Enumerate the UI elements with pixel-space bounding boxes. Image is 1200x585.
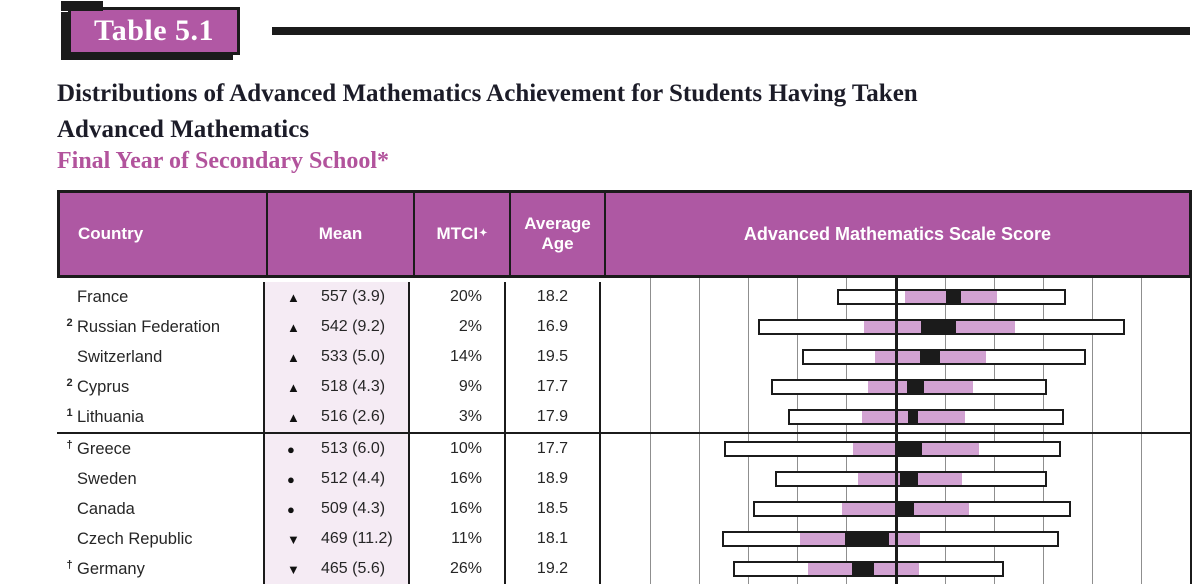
- percentile-segment-5-25: [777, 473, 858, 485]
- confidence-interval-segment: [907, 381, 924, 393]
- percentile-segment-ci-75: [924, 381, 973, 393]
- country-name: France: [77, 287, 129, 306]
- mean-value: 512 (4.4): [321, 470, 386, 487]
- percentile-bar: [758, 319, 1125, 335]
- mtci-superscript-icon: ✦: [479, 228, 488, 239]
- country-name: Germany: [77, 559, 145, 578]
- top-rule: [272, 27, 1190, 35]
- percentile-segment-75-95: [997, 291, 1065, 303]
- percentile-segment-25-ci: [853, 443, 898, 455]
- percentile-segment-ci-75: [940, 351, 986, 363]
- scale-score-chart-cell: [601, 494, 1190, 524]
- percentile-segment-75-95: [979, 443, 1059, 455]
- country-cell: [57, 282, 263, 312]
- percentile-bar: [837, 289, 1067, 305]
- page-title: [57, 76, 1177, 148]
- scale-score-chart-cell: [601, 282, 1190, 312]
- significance-symbol-icon: ▼: [287, 561, 300, 577]
- page-subtitle: Final Year of Secondary School*: [57, 148, 390, 174]
- mean-value: 465 (5.6): [321, 560, 386, 577]
- country-cell: [57, 342, 263, 372]
- header-mean: Mean: [266, 193, 413, 275]
- table-row: [57, 402, 1190, 432]
- significance-symbol-icon: ▲: [287, 409, 300, 425]
- mean-cell: [263, 554, 410, 584]
- confidence-interval-segment: [921, 321, 956, 333]
- significance-symbol-icon: ▲: [287, 379, 300, 395]
- table-row: [57, 282, 1190, 312]
- header-scale-score: Advanced Mathematics Scale Score: [604, 193, 1189, 275]
- percentile-segment-75-95: [962, 473, 1044, 485]
- percentile-segment-ci-75: [918, 411, 965, 423]
- country-name: Cyprus: [77, 377, 130, 396]
- significance-symbol-icon: ●: [287, 471, 295, 487]
- mean-value: 469 (11.2): [321, 530, 393, 547]
- average-age-value: 17.7: [506, 372, 601, 402]
- country-name: Lithuania: [77, 407, 144, 426]
- mean-value: 509 (4.3): [321, 500, 386, 517]
- mean-cell: [263, 402, 410, 432]
- percentile-segment-ci-75: [956, 321, 1015, 333]
- percentile-bar: [802, 349, 1086, 365]
- country-footnote-marker: 2: [66, 377, 73, 389]
- average-age-value: 17.7: [506, 434, 601, 464]
- percentile-segment-5-25: [726, 443, 854, 455]
- mean-cell: [263, 372, 410, 402]
- significance-symbol-icon: ▲: [287, 319, 300, 335]
- significance-symbol-icon: ▲: [287, 349, 300, 365]
- percentile-segment-ci-75: [918, 473, 962, 485]
- percentile-bar: [724, 441, 1062, 457]
- header-average-age: Average Age: [509, 193, 604, 275]
- country-footnote-marker: 2: [66, 317, 73, 329]
- scale-score-chart-cell: [601, 524, 1190, 554]
- percentile-segment-25-ci: [868, 381, 907, 393]
- confidence-interval-segment: [852, 563, 874, 575]
- percentile-segment-5-25: [755, 503, 841, 515]
- table-row: [57, 342, 1190, 372]
- mtci-value: 10%: [410, 434, 506, 464]
- table-tag: [68, 7, 240, 55]
- percentile-segment-5-25: [790, 411, 863, 423]
- country-name: Canada: [77, 499, 135, 518]
- mtci-value: 2%: [410, 312, 506, 342]
- scale-score-chart-cell: [601, 312, 1190, 342]
- scale-score-chart-cell: [601, 464, 1190, 494]
- mean-value: 513 (6.0): [321, 440, 386, 457]
- country-cell: [57, 434, 263, 464]
- table-row: [57, 434, 1190, 464]
- average-age-value: 18.2: [506, 282, 601, 312]
- mean-value: 518 (4.3): [321, 378, 386, 395]
- confidence-interval-segment: [845, 533, 888, 545]
- table-body: [57, 278, 1192, 584]
- percentile-segment-25-ci: [875, 351, 920, 363]
- average-age-value: 18.9: [506, 464, 601, 494]
- scale-score-chart-cell: [601, 342, 1190, 372]
- mtci-value: 3%: [410, 402, 506, 432]
- table-row: [57, 554, 1190, 584]
- header-mtci-label: MTCI: [436, 224, 479, 243]
- mean-value: 542 (9.2): [321, 318, 386, 335]
- percentile-segment-75-95: [973, 381, 1045, 393]
- average-age-value: 19.5: [506, 342, 601, 372]
- table-row: [57, 464, 1190, 494]
- percentile-bar: [722, 531, 1059, 547]
- significance-symbol-icon: ●: [287, 441, 295, 457]
- mean-cell: [263, 342, 410, 372]
- percentile-segment-ci-75: [961, 291, 996, 303]
- mean-cell: [263, 434, 410, 464]
- country-cell: [57, 312, 263, 342]
- country-footnote-marker: †: [66, 559, 73, 571]
- confidence-interval-segment: [898, 503, 914, 515]
- country-name: Russian Federation: [77, 317, 221, 336]
- average-age-value: 19.2: [506, 554, 601, 584]
- percentile-segment-ci-75: [874, 563, 919, 575]
- percentile-bar: [753, 501, 1071, 517]
- percentile-segment-5-25: [773, 381, 868, 393]
- percentile-segment-5-25: [760, 321, 864, 333]
- table-row: [57, 494, 1190, 524]
- country-cell: [57, 372, 263, 402]
- percentile-segment-75-95: [986, 351, 1084, 363]
- percentile-segment-ci-75: [914, 503, 969, 515]
- percentile-segment-ci-75: [922, 443, 979, 455]
- mean-value: 533 (5.0): [321, 348, 386, 365]
- percentile-segment-5-25: [804, 351, 875, 363]
- percentile-segment-5-25: [839, 291, 906, 303]
- confidence-interval-segment: [900, 473, 918, 485]
- average-age-value: 18.1: [506, 524, 601, 554]
- header-country: Country: [78, 224, 144, 243]
- percentile-segment-5-25: [724, 533, 801, 545]
- percentile-segment-25-ci: [905, 291, 945, 303]
- percentile-bar: [733, 561, 1004, 577]
- percentile-segment-5-25: [735, 563, 809, 575]
- country-cell: [57, 402, 263, 432]
- header-mtci: [413, 193, 509, 275]
- average-age-value: 17.9: [506, 402, 601, 432]
- country-name: Switzerland: [77, 347, 163, 366]
- percentile-segment-75-95: [1015, 321, 1123, 333]
- scale-score-chart-cell: [601, 402, 1190, 432]
- mean-cell: [263, 312, 410, 342]
- percentile-segment-25-ci: [800, 533, 845, 545]
- country-cell: [57, 554, 263, 584]
- confidence-interval-segment: [946, 291, 962, 303]
- percentile-segment-75-95: [965, 411, 1062, 423]
- mtci-value: 11%: [410, 524, 506, 554]
- significance-symbol-icon: ●: [287, 501, 295, 517]
- percentile-segment-25-ci: [864, 321, 921, 333]
- percentile-segment-75-95: [919, 563, 1001, 575]
- mean-value: 557 (3.9): [321, 288, 386, 305]
- percentile-segment-ci-75: [889, 533, 920, 545]
- country-cell: [57, 494, 263, 524]
- scale-score-chart-cell: [601, 434, 1190, 464]
- table-row: [57, 524, 1190, 554]
- mtci-value: 26%: [410, 554, 506, 584]
- confidence-interval-segment: [898, 443, 922, 455]
- mean-value: 516 (2.6): [321, 408, 386, 425]
- mean-cell: [263, 524, 410, 554]
- scale-score-chart-cell: [601, 554, 1190, 584]
- significance-symbol-icon: ▲: [287, 289, 300, 305]
- confidence-interval-segment: [920, 351, 940, 363]
- percentile-segment-75-95: [920, 533, 1056, 545]
- percentile-segment-25-ci: [842, 503, 899, 515]
- percentile-bar: [788, 409, 1065, 425]
- percentile-bar: [775, 471, 1047, 487]
- mean-cell: [263, 464, 410, 494]
- page-title-line1: Distributions of Advanced Mathematics Achievement for Students Having Taken: [57, 80, 918, 107]
- confidence-interval-segment: [908, 411, 918, 423]
- country-name: Greece: [77, 439, 132, 458]
- percentile-segment-25-ci: [808, 563, 852, 575]
- country-footnote-marker: †: [66, 439, 73, 451]
- scale-score-chart-cell: [601, 372, 1190, 402]
- average-age-value: 16.9: [506, 312, 601, 342]
- mean-cell: [263, 494, 410, 524]
- country-cell: [57, 464, 263, 494]
- significance-symbol-icon: ▼: [287, 531, 300, 547]
- mtci-value: 20%: [410, 282, 506, 312]
- country-footnote-marker: 1: [66, 407, 73, 419]
- table-tag-label: Table 5.1: [93, 14, 215, 47]
- country-name: Sweden: [77, 469, 137, 488]
- mtci-value: 16%: [410, 464, 506, 494]
- mtci-value: 16%: [410, 494, 506, 524]
- country-cell: [57, 524, 263, 554]
- group-separator: [57, 432, 1190, 434]
- data-table: [57, 190, 1192, 584]
- table-row: [57, 312, 1190, 342]
- percentile-segment-25-ci: [858, 473, 900, 485]
- page-title-line2: Advanced Mathematics: [57, 116, 310, 143]
- mean-cell: [263, 282, 410, 312]
- mtci-value: 14%: [410, 342, 506, 372]
- average-age-value: 18.5: [506, 494, 601, 524]
- percentile-segment-75-95: [969, 503, 1069, 515]
- table-row: [57, 372, 1190, 402]
- mtci-value: 9%: [410, 372, 506, 402]
- table-header: [57, 190, 1192, 278]
- country-name: Czech Republic: [77, 529, 193, 548]
- percentile-segment-25-ci: [862, 411, 908, 423]
- percentile-bar: [771, 379, 1047, 395]
